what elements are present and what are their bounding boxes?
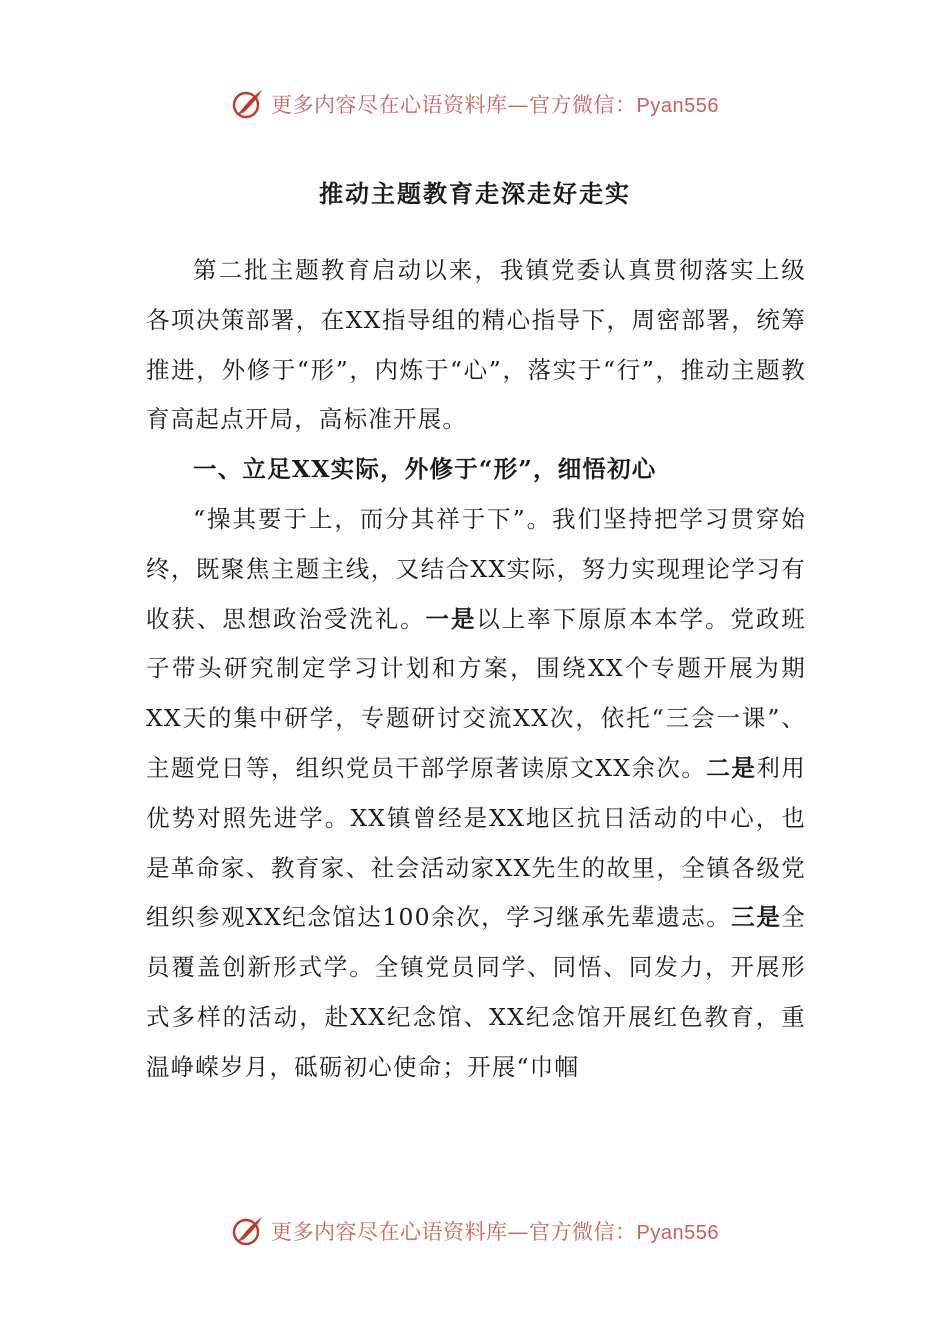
point-1-label: 一是 [425, 604, 477, 633]
top-watermark-banner [0, 84, 950, 124]
document-title: 推动主题教育走深走好走实 [319, 179, 631, 208]
intro-paragraph: 第二批主题教育启动以来，我镇党委认真贯彻落实上级各项决策部署，在XX指导组的精心指导下，周密部署，统筹推进，外修于“形”，内炼于“心”，落实于“行”，推动主题教育高起点开局，高标准开展。 [146, 256, 806, 434]
section-1-lead: “操其要于上，而分其祥于下”。我们坚持把学习贯穿始终，既聚焦主题主线，又结合XX实际，努力实现理论学习有收获、思想政治受洗礼。 [146, 504, 806, 633]
document-body [146, 246, 806, 1093]
watermark-prefix: 更多内容尽在心语资料库—官方微信： [271, 93, 637, 117]
quill-logo-icon [231, 87, 265, 121]
point-3-text: 全员覆盖创新形式学。全镇党员同学、同悟、同发力，开展形式多样的活动，赴XX纪念馆、XX纪念馆开展红色教育，重温峥嵘岁月，砥砺初心使命；开展“巾帼 [146, 903, 806, 1081]
section-heading-1: 一、立足XX实际，外修于“形”，细悟初心 [193, 455, 657, 484]
point-1-text: 以上率下原原本本学。党政班子带头研究制定学习计划和方案，围绕XX个专题开展为期XX天的集中研学，专题研讨交流XX次，依托“三会一课”、主题党日等，组织党员干部学原著读原文XX余次。 [146, 604, 806, 782]
quill-logo-icon [231, 1214, 265, 1248]
watermark-text [271, 89, 719, 119]
point-2-text: 利用优势对照先进学。XX镇曾经是XX地区抗日活动的中心，也是革命家、教育家、社会活动家XX先生的故里，全镇各级党组织参观XX纪念馆达100余次，学习继承先辈遗志。 [146, 753, 806, 932]
section-1-paragraph [146, 495, 806, 1093]
point-2-label: 二是 [706, 753, 757, 782]
watermark-wechat-id: Pyan556 [636, 1222, 719, 1244]
bottom-watermark-banner [0, 1211, 950, 1251]
watermark-text [271, 1216, 719, 1246]
watermark-prefix: 更多内容尽在心语资料库—官方微信： [271, 1220, 637, 1244]
point-3-label: 三是 [731, 903, 782, 932]
watermark-wechat-id: Pyan556 [636, 95, 719, 117]
